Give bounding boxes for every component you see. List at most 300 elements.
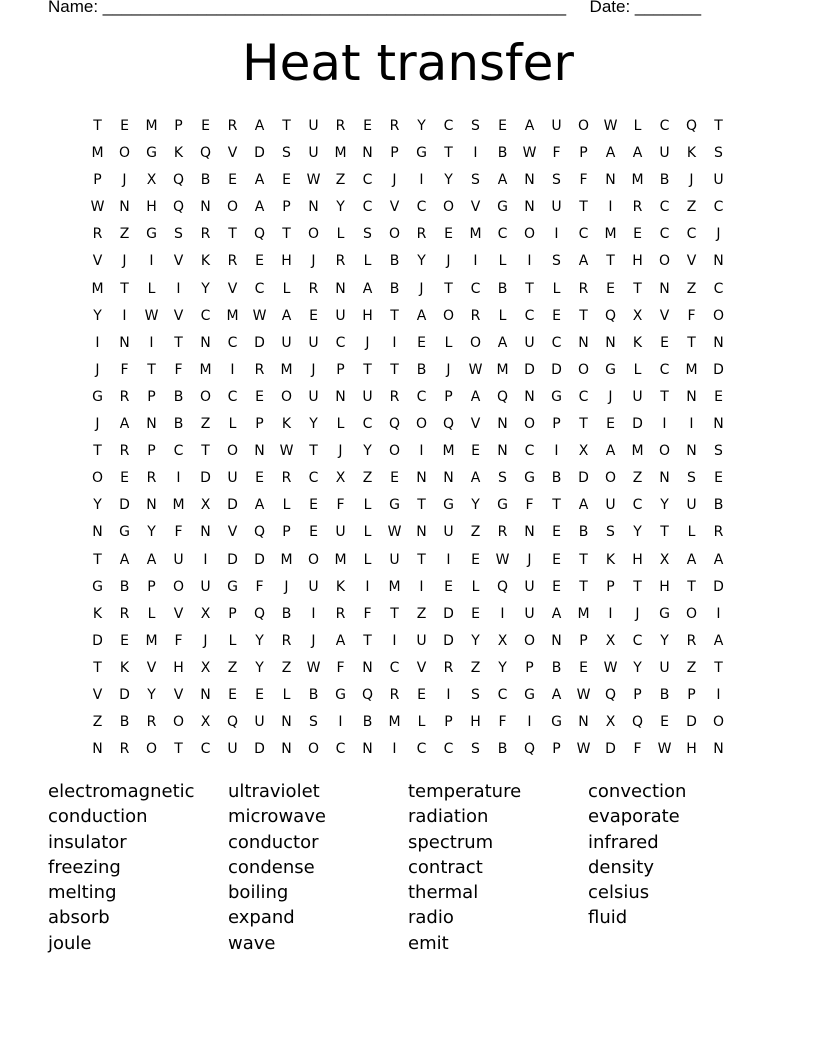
grid-letter: Y (363, 443, 372, 460)
grid-letter: L (498, 307, 507, 324)
grid-letter: Z (335, 172, 346, 189)
grid-letter: B (659, 686, 670, 703)
grid-letter: M (91, 145, 104, 162)
grid-letter: U (659, 659, 670, 676)
grid-letter: C (335, 334, 346, 351)
grid-letter: L (633, 118, 642, 134)
grid-letter: M (469, 226, 482, 243)
grid-letter: N (497, 443, 508, 460)
word-bank-item: contract (408, 856, 483, 878)
grid-letter: N (119, 334, 130, 351)
word-bank-item: electromagnetic (48, 781, 195, 802)
grid-letter: M (226, 307, 239, 324)
grid-letter: C (659, 118, 670, 134)
grid-letter: E (660, 714, 669, 731)
grid-letter: U (308, 388, 319, 405)
grid-letter: G (146, 226, 157, 243)
grid-letter: O (523, 226, 536, 243)
grid-letter: N (713, 741, 724, 758)
grid-letter: E (552, 578, 561, 595)
grid-letter: Q (496, 578, 509, 595)
grid-letter: P (606, 578, 615, 595)
grid-letter: T (174, 334, 183, 351)
grid-letter: Y (255, 632, 264, 649)
grid-letter: B (578, 524, 589, 541)
grid-letter: F (498, 714, 507, 731)
grid-letter: E (552, 524, 561, 541)
grid-letter: Q (523, 741, 536, 758)
grid-letter: P (228, 605, 237, 622)
grid-letter: B (389, 253, 400, 270)
grid-letter: P (390, 145, 399, 162)
grid-row (84, 709, 732, 736)
grid-letter: N (335, 280, 346, 297)
grid-letter: H (686, 741, 697, 758)
grid-letter: E (120, 118, 129, 134)
grid-letter: Q (172, 199, 185, 216)
grid-letter: G (524, 470, 535, 487)
grid-letter: H (632, 551, 643, 568)
grid-letter: N (605, 172, 616, 189)
grid-letter: F (363, 605, 372, 622)
grid-letter: I (554, 443, 559, 460)
grid-letter: T (363, 632, 372, 649)
grid-letter: I (338, 714, 343, 731)
grid-letter: T (147, 361, 156, 378)
grid-letter: X (605, 632, 616, 649)
grid-letter: U (308, 578, 319, 595)
grid-letter: R (281, 470, 292, 487)
grid-letter: R (119, 605, 130, 622)
grid-letter: D (254, 334, 265, 351)
grid-letter: K (173, 145, 184, 162)
grid-letter: U (362, 388, 373, 405)
grid-letter: T (93, 443, 102, 460)
grid-letter: D (524, 361, 535, 378)
grid-row (84, 628, 732, 655)
grid-letter: S (471, 741, 480, 758)
grid-letter: G (497, 199, 508, 216)
grid-letter: M (334, 551, 347, 568)
grid-letter: W (306, 659, 321, 676)
grid-letter: U (308, 334, 319, 351)
grid-letter: R (686, 632, 697, 649)
grid-letter: Y (660, 632, 669, 649)
grid-letter: T (687, 334, 696, 351)
grid-letter: N (200, 686, 211, 703)
grid-letter: N (686, 443, 697, 460)
grid-letter: C (416, 199, 427, 216)
grid-letter: C (713, 199, 724, 216)
grid-letter: D (443, 632, 454, 649)
grid-letter: C (578, 226, 589, 243)
grid-letter: P (687, 686, 696, 703)
grid-letter: K (92, 605, 103, 622)
grid-letter: A (281, 307, 292, 324)
grid-letter: E (228, 686, 237, 703)
grid-letter: P (282, 199, 291, 216)
grid-letter: U (605, 497, 616, 514)
grid-letter: G (119, 524, 130, 541)
grid-letter: S (714, 145, 723, 162)
grid-letter: L (633, 361, 642, 378)
grid-letter: O (307, 226, 320, 243)
grid-row (84, 167, 732, 194)
grid-letter: Z (686, 659, 697, 676)
grid-letter: O (307, 741, 320, 758)
grid-letter: Y (633, 524, 642, 541)
word-bank-item: conductor (228, 831, 319, 853)
grid-letter: N (335, 388, 346, 405)
grid-letter: H (146, 199, 157, 216)
grid-letter: X (146, 172, 157, 189)
grid-letter: K (200, 253, 211, 270)
grid-letter: W (576, 741, 591, 758)
grid-letter: E (444, 578, 453, 595)
grid-letter: X (659, 551, 670, 568)
grid-letter: U (551, 118, 562, 134)
grid-letter: P (93, 172, 102, 189)
grid-letter: I (176, 470, 181, 487)
grid-letter: X (632, 307, 643, 324)
grid-letter: J (95, 416, 100, 433)
grid-letter: L (687, 524, 696, 541)
grid-letter: L (147, 605, 156, 622)
grid-letter: M (442, 443, 455, 460)
grid-letter: J (419, 280, 424, 297)
grid-letter: V (389, 199, 400, 216)
grid-letter: C (308, 470, 319, 487)
grid-letter: C (335, 741, 346, 758)
grid-letter: D (254, 741, 265, 758)
grid-letter: R (470, 307, 481, 324)
grid-letter: O (685, 605, 698, 622)
grid-letter: L (336, 226, 345, 243)
grid-letter: L (498, 253, 507, 270)
grid-letter: L (363, 497, 372, 514)
grid-letter: T (93, 118, 102, 134)
grid-letter: Y (417, 253, 426, 270)
word-bank-item: spectrum (408, 831, 494, 853)
grid-row (84, 547, 732, 574)
grid-letter: Z (470, 659, 481, 676)
grid-letter: V (470, 416, 481, 433)
grid-letter: H (632, 253, 643, 270)
grid-letter: F (120, 361, 129, 378)
grid-letter: E (309, 524, 318, 541)
grid-letter: Z (470, 524, 481, 541)
grid-letter: S (552, 253, 561, 270)
grid-letter: A (713, 551, 724, 568)
grid-letter: S (309, 714, 318, 731)
grid-letter: C (443, 741, 454, 758)
grid-letter: X (335, 470, 346, 487)
grid-letter: L (552, 280, 561, 297)
grid-letter: O (523, 416, 536, 433)
grid-letter: J (689, 172, 694, 189)
grid-letter: P (282, 524, 291, 541)
grid-letter: J (446, 361, 451, 378)
grid-letter: T (309, 443, 318, 460)
grid-letter: T (417, 551, 426, 568)
grid-letter: T (579, 199, 588, 216)
grid-letter: F (336, 497, 345, 514)
grid-letter: R (389, 686, 400, 703)
grid-letter: E (228, 172, 237, 189)
grid-letter: N (524, 199, 535, 216)
grid-letter: K (605, 551, 616, 568)
grid-letter: T (633, 280, 642, 297)
grid-letter: R (389, 388, 400, 405)
grid-letter: B (551, 470, 562, 487)
grid-letter: N (200, 334, 211, 351)
word-bank-column (48, 779, 228, 956)
grid-letter: J (311, 632, 316, 649)
grid-letter: C (524, 307, 535, 324)
grid-letter: N (281, 714, 292, 731)
grid-letter: T (93, 551, 102, 568)
grid-letter: T (606, 253, 615, 270)
grid-letter: Y (471, 632, 480, 649)
grid-letter: I (608, 605, 613, 622)
grid-letter: Y (201, 280, 210, 297)
grid-letter: O (226, 199, 239, 216)
grid-letter: G (335, 686, 346, 703)
grid-letter: D (119, 497, 130, 514)
grid-letter: F (174, 524, 183, 541)
grid-letter: J (203, 632, 208, 649)
grid-letter: B (308, 686, 319, 703)
grid-letter: G (551, 714, 562, 731)
grid-letter: J (392, 172, 397, 189)
grid-letter: N (659, 470, 670, 487)
grid-letter: P (444, 714, 453, 731)
grid-letter: B (497, 145, 508, 162)
grid-letter: I (122, 307, 127, 324)
grid-letter: Y (660, 497, 669, 514)
grid-letter: D (686, 714, 697, 731)
grid-row (84, 655, 732, 682)
grid-letter: R (389, 118, 400, 134)
grid-letter: T (390, 307, 399, 324)
grid-letter: W (306, 172, 321, 189)
grid-letter: A (254, 199, 265, 216)
grid-letter: C (389, 659, 400, 676)
grid-letter: A (578, 253, 589, 270)
grid-letter: C (254, 280, 265, 297)
grid-letter: E (714, 388, 723, 405)
grid-letter: O (199, 388, 212, 405)
grid-letter: V (470, 199, 481, 216)
grid-letter: S (471, 172, 480, 189)
grid-letter: R (308, 280, 319, 297)
grid-row (84, 303, 732, 330)
word-bank-item: joule (48, 932, 92, 954)
grid-row (84, 465, 732, 492)
grid-letter: N (416, 524, 427, 541)
word-bank-column (588, 779, 768, 931)
grid-letter: P (147, 443, 156, 460)
grid-letter: C (632, 632, 643, 649)
grid-letter: S (282, 145, 291, 162)
grid-letter: V (146, 659, 157, 676)
grid-letter: C (470, 280, 481, 297)
grid-letter: C (497, 226, 508, 243)
grid-letter: E (390, 470, 399, 487)
grid-letter: N (362, 659, 373, 676)
grid-letter: N (713, 416, 724, 433)
grid-letter: Z (686, 280, 697, 297)
grid-row (84, 438, 732, 465)
grid-letter: I (716, 605, 721, 622)
grid-letter: A (605, 443, 616, 460)
grid-letter: I (527, 714, 532, 731)
grid-letter: U (686, 497, 697, 514)
grid-letter: E (255, 253, 264, 270)
grid-letter: J (338, 443, 343, 460)
grid-letter: I (392, 632, 397, 649)
grid-letter: S (552, 172, 561, 189)
grid-letter: H (362, 307, 373, 324)
grid-letter: G (524, 686, 535, 703)
grid-letter: X (200, 605, 211, 622)
grid-letter: Z (686, 199, 697, 216)
word-bank-item: infrared (588, 831, 659, 853)
grid-letter: O (604, 470, 617, 487)
grid-letter: V (173, 605, 184, 622)
grid-letter: V (416, 659, 427, 676)
grid-letter: G (416, 145, 427, 162)
grid-letter: W (603, 118, 618, 134)
grid-letter: U (281, 334, 292, 351)
grid-letter: U (173, 551, 184, 568)
grid-letter: E (579, 659, 588, 676)
grid-letter: T (390, 605, 399, 622)
grid-letter: W (279, 443, 294, 460)
grid-letter: F (579, 172, 588, 189)
grid-row (84, 140, 732, 167)
grid-letter: R (92, 226, 103, 243)
grid-letter: B (362, 714, 373, 731)
word-bank-item: microwave (228, 806, 326, 828)
grid-letter: Q (604, 307, 617, 324)
grid-letter: A (335, 632, 346, 649)
grid-letter: Z (632, 470, 643, 487)
grid-letter: I (554, 226, 559, 243)
grid-letter: N (92, 524, 103, 541)
grid-letter: L (147, 280, 156, 297)
grid-letter: R (119, 741, 130, 758)
grid-letter: W (90, 199, 105, 216)
grid-letter: S (498, 470, 507, 487)
grid-letter: N (119, 199, 130, 216)
grid-letter: J (446, 253, 451, 270)
grid-letter: G (659, 605, 670, 622)
grid-letter: Q (226, 714, 239, 731)
grid-letter: U (524, 334, 535, 351)
grid-letter: I (500, 605, 505, 622)
grid-letter: O (442, 307, 455, 324)
grid-letter: M (280, 361, 293, 378)
grid-letter: R (335, 253, 346, 270)
grid-letter: T (633, 578, 642, 595)
grid-letter: A (605, 145, 616, 162)
grid-letter: S (174, 226, 183, 243)
grid-letter: N (497, 416, 508, 433)
grid-letter: U (443, 524, 454, 541)
grid-letter: A (470, 388, 481, 405)
grid-letter: X (200, 714, 211, 731)
grid-letter: J (365, 334, 370, 351)
grid-letter: F (174, 632, 183, 649)
grid-letter: T (579, 551, 588, 568)
grid-letter: B (713, 497, 724, 514)
word-bank-column (228, 779, 408, 956)
grid-letter: J (122, 253, 127, 270)
word-bank-item: wave (228, 932, 276, 954)
grid-row (84, 682, 732, 709)
grid-letter: B (416, 361, 427, 378)
grid-letter: I (473, 145, 478, 162)
grid-letter: D (254, 551, 265, 568)
grid-letter: A (551, 605, 562, 622)
grid-letter: L (417, 714, 426, 731)
grid-letter: P (579, 145, 588, 162)
grid-letter: R (200, 226, 211, 243)
word-bank-item: celsius (588, 882, 650, 904)
grid-letter: O (388, 443, 401, 460)
grid-letter: F (336, 659, 345, 676)
grid-row (84, 601, 732, 628)
grid-letter: C (524, 443, 535, 460)
grid-row (84, 248, 732, 275)
grid-letter: Z (92, 714, 103, 731)
grid-letter: R (335, 118, 346, 134)
grid-letter: I (419, 578, 424, 595)
grid-letter: V (227, 280, 238, 297)
grid-letter: C (578, 388, 589, 405)
grid-letter: D (443, 605, 454, 622)
grid-letter: G (92, 578, 103, 595)
grid-letter: K (119, 659, 130, 676)
grid-letter: L (282, 686, 291, 703)
grid-letter: X (200, 659, 211, 676)
grid-letter: U (659, 145, 670, 162)
grid-letter: U (200, 578, 211, 595)
grid-letter: N (713, 253, 724, 270)
grid-letter: N (416, 470, 427, 487)
grid-letter: W (252, 307, 267, 324)
grid-letter: E (255, 470, 264, 487)
grid-letter: E (417, 334, 426, 351)
grid-letter: S (606, 524, 615, 541)
grid-letter: U (524, 578, 535, 595)
grid-letter: O (577, 118, 590, 134)
grid-letter: C (416, 388, 427, 405)
date-field-label: Date: _______ (589, 0, 702, 16)
grid-letter: T (579, 578, 588, 595)
grid-letter: C (686, 226, 697, 243)
grid-letter: J (716, 226, 721, 243)
grid-letter: B (119, 578, 130, 595)
grid-letter: W (144, 307, 159, 324)
grid-letter: I (392, 741, 397, 758)
grid-letter: Q (361, 686, 374, 703)
grid-row (84, 357, 732, 384)
grid-letter: T (174, 741, 183, 758)
grid-letter: Q (199, 145, 212, 162)
grid-letter: C (713, 280, 724, 297)
